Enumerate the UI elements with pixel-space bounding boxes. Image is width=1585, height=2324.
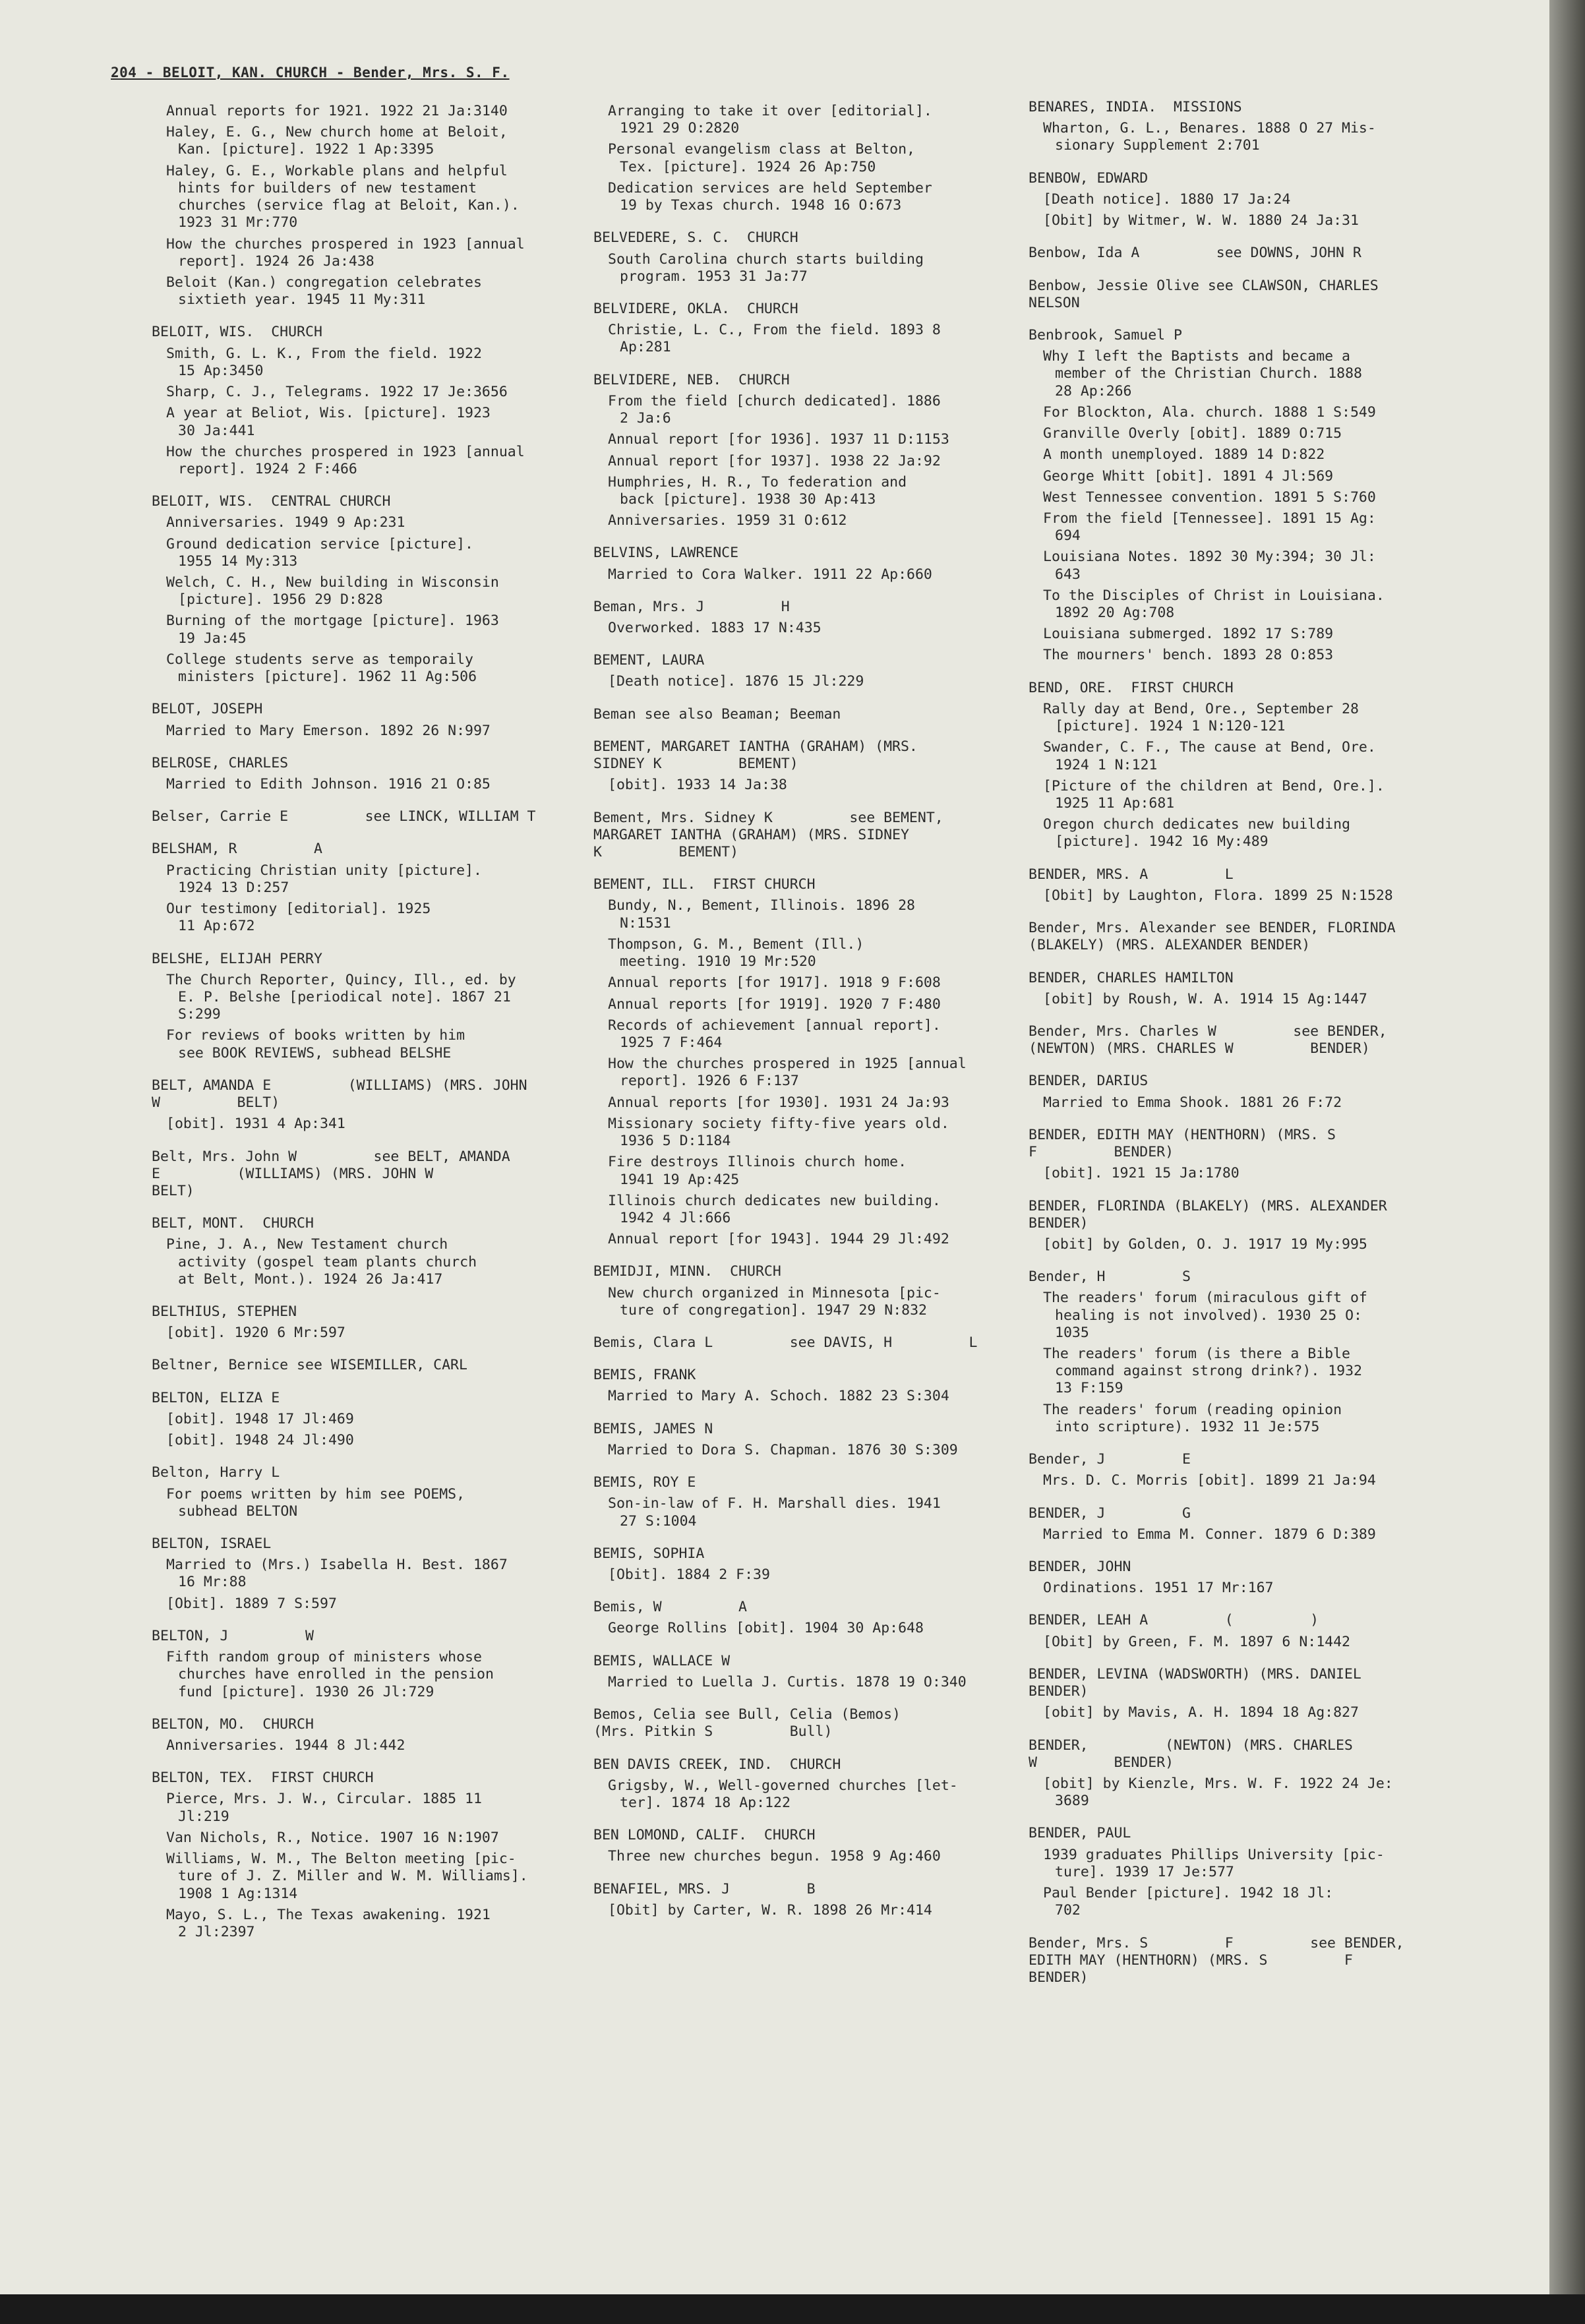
entry-citation: To the Disciples of Christ in Louisiana. 1892 20 Ag:708: [1043, 587, 1385, 622]
entry-citation: How the churches prospered in 1923 [annual report]. 1924 26 Ja:438: [166, 235, 525, 270]
entry-citation: [obit]. 1948 17 Jl:469: [166, 1410, 354, 1427]
entry-citation: The mourners' bench. 1893 28 O:853: [1043, 647, 1334, 664]
entry-citation: [obit]. 1920 6 Mr:597: [166, 1325, 345, 1342]
index-entry: [1029, 278, 1464, 312]
entry-citation: Annual report [for 1936]. 1937 11 D:1153: [608, 431, 949, 448]
entry-citation: For poems written by him see POEMS, subhead BELTON: [166, 1485, 465, 1520]
entry-citation: Smith, G. L. K., From the field. 1922 15 Ap:3450: [166, 345, 482, 379]
entry-citation: New church organized in Minnesota [pic- ture of congregation]. 1947 29 N:832: [608, 1284, 941, 1319]
entry-heading: BELVIDERE, NEB. CHURCH: [593, 371, 790, 388]
entry-heading: Benbrook, Samuel P: [1029, 326, 1182, 343]
entry-citation: Married to Luella J. Curtis. 1878 19 O:340: [608, 1673, 967, 1690]
entry-citation: Grigsby, W., Well-governed churches [let- ter]. 1874 18 Ap:122: [608, 1777, 958, 1811]
entry-citation: Mayo, S. L., The Texas awakening. 1921 2 Jl:2397: [166, 1906, 491, 1940]
entry-heading: BENDER, FLORINDA (BLAKELY) (MRS. ALEXANDER BENDER): [1029, 1197, 1387, 1232]
entry-citation: Dedication services are held September 19 by Texas church. 1948 16 O:673: [608, 179, 932, 214]
entry-citation: [obit]. 1931 4 Ap:341: [166, 1116, 345, 1133]
page-edge-shadow: [1549, 0, 1585, 2324]
entry-citation: Welch, C. H., New building in Wisconsin [picture]. 1956 29 D:828: [166, 574, 499, 609]
entry-citation: The readers' forum (is there a Bible command against strong drink?). 1932 13 F:159: [1043, 1346, 1362, 1397]
index-entry: [1029, 1825, 1464, 1919]
entry-citation: Married to Edith Johnson. 1916 21 O:85: [166, 776, 491, 792]
index-entry: [593, 301, 1029, 357]
entry-heading: BEMENT, LAURA: [593, 652, 705, 669]
entry-citation: Anniversaries. 1959 31 O:612: [608, 512, 847, 529]
entry-citation: Humphries, H. R., To federation and back [picture]. 1938 30 Ap:413: [608, 473, 907, 508]
entry-heading: BELTON, ISRAEL: [152, 1535, 272, 1552]
entry-citation: [Obit] by Witmer, W. W. 1880 24 Ja:31: [1043, 212, 1359, 229]
entry-citation: [obit] by Roush, W. A. 1914 15 Ag:1447: [1043, 990, 1367, 1007]
index-entry: [1029, 1559, 1464, 1597]
entry-heading: BENBOW, EDWARD: [1029, 169, 1149, 187]
entry-heading: BELSHE, ELIJAH PERRY: [152, 950, 322, 967]
entry-heading: BENDER, (NEWTON) (MRS. CHARLES W BENDER): [1029, 1737, 1353, 1771]
entry-heading: BELTON, ELIZA E: [152, 1389, 280, 1406]
entry-citation: Williams, W. M., The Belton meeting [pic- ture of J. Z. Miller and W. M. Williams]. 1908 1 Ag:1314: [166, 1851, 528, 1902]
entry-heading: Bender, J E: [1029, 1451, 1191, 1468]
entry-citation: From the field [Tennessee]. 1891 15 Ag: 694: [1043, 510, 1376, 545]
entry-citation: Annual reports [for 1930]. 1931 24 Ja:93: [608, 1094, 949, 1111]
entry-heading: Bender, Mrs. Alexander see BENDER, FLORINDA (BLAKELY) (MRS. ALEXANDER BENDER): [1029, 920, 1396, 954]
index-entry: [593, 1653, 1029, 1691]
index-entry: [593, 1474, 1029, 1530]
entry-citation: Haley, G. E., Workable plans and helpful hints for builders of new testament churches (service flag at Beloit, Kan.). 1923 31 Mr:770: [166, 162, 520, 231]
entry-citation: College students serve as temporaily ministers [picture]. 1962 11 Ag:506: [166, 651, 477, 686]
entry-citation: [obit] by Golden, O. J. 1917 19 My:995: [1043, 1236, 1367, 1253]
entry-citation: Ground dedication service [picture]. 1955 14 My:313: [166, 535, 473, 570]
entry-citation: Married to (Mrs.) Isabella H. Best. 1867 16 Mr:88: [166, 1557, 508, 1591]
index-entry: [593, 652, 1029, 690]
entry-citation: [obit]. 1948 24 Jl:490: [166, 1432, 354, 1449]
entry-citation: Paul Bender [picture]. 1942 18 Jl: 702: [1043, 1885, 1334, 1919]
entry-citation: How the churches prospered in 1925 [annual report]. 1926 6 F:137: [608, 1056, 967, 1090]
entry-citation: From the field [church dedicated]. 1886 2 Ja:6: [608, 392, 941, 427]
index-entry: [1029, 970, 1464, 1008]
entry-heading: BELTON, MO. CHURCH: [152, 1715, 314, 1733]
entry-heading: BEMENT, MARGARET IANTHA (GRAHAM) (MRS. SIDNEY K BEMENT): [593, 738, 918, 773]
index-entry: [1029, 1737, 1464, 1810]
entry-citation: [obit]. 1921 15 Ja:1780: [1043, 1165, 1240, 1182]
entry-heading: BEMIS, SOPHIA: [593, 1545, 705, 1562]
entry-heading: BELVINS, LAWRENCE: [593, 545, 739, 562]
index-entry: [152, 841, 587, 935]
entry-citation: Annual report [for 1943]. 1944 29 Jl:492: [608, 1231, 949, 1248]
entry-citation: West Tennessee convention. 1891 5 S:760: [1043, 489, 1376, 506]
index-entry: [593, 810, 1029, 862]
entry-citation: Practicing Christian unity [picture]. 1924 13 D:257: [166, 862, 482, 896]
entry-citation: Pierce, Mrs. J. W., Circular. 1885 11 Jl:219: [166, 1791, 482, 1825]
entry-heading: BENDER, JOHN: [1029, 1559, 1131, 1575]
entry-citation: Granville Overly [obit]. 1889 O:715: [1043, 425, 1342, 442]
entry-heading: Belser, Carrie E see LINCK, WILLIAM T: [152, 808, 536, 825]
entry-citation: Married to Cora Walker. 1911 22 Ap:660: [608, 566, 932, 583]
index-entry: [1029, 170, 1464, 230]
entry-heading: BEMIS, WALLACE W: [593, 1652, 731, 1669]
index-entry: [1029, 1127, 1464, 1183]
entry-citation: For Blockton, Ala. church. 1888 1 S:549: [1043, 403, 1376, 421]
index-entry: [152, 1357, 587, 1374]
entry-citation: [Picture of the children at Bend, Ore.]. 1925 11 Ap:681: [1043, 777, 1385, 812]
index-entry: [1029, 1666, 1464, 1722]
index-entry: [593, 229, 1029, 285]
entry-heading: BENDER, LEAH A ( ): [1029, 1612, 1319, 1629]
entry-heading: BENDER, MRS. A L: [1029, 866, 1234, 883]
entry-citation: Overworked. 1883 17 N:435: [608, 620, 822, 637]
index-entry: [152, 1628, 587, 1701]
index-entry: [593, 706, 1029, 723]
entry-heading: BENAFIEL, MRS. J B: [593, 1880, 816, 1897]
entry-citation: Why I left the Baptists and became a member of the Christian Church. 1888 28 Ap:266: [1043, 348, 1362, 400]
entry-citation: [Obit]. 1889 7 S:597: [166, 1595, 337, 1612]
index-entry: [152, 1215, 587, 1288]
entry-citation: For reviews of books written by him see BOOK REVIEWS, subhead BELSHE: [166, 1027, 465, 1061]
entry-citation: Married to Mary A. Schoch. 1882 23 S:304: [608, 1388, 949, 1405]
entry-citation: South Carolina church starts building program. 1953 31 Ja:77: [608, 251, 924, 285]
entry-citation: Thompson, G. M., Bement (Ill.) meeting. 1910 19 Mr:520: [608, 936, 864, 970]
index-entry: [593, 1367, 1029, 1405]
index-entry: [593, 599, 1029, 637]
entry-heading: BEMIS, ROY E: [593, 1474, 696, 1491]
entry-citation: Son-in-law of F. H. Marshall dies. 1941 27 S:1004: [608, 1495, 941, 1530]
index-entry: [1029, 866, 1464, 905]
entry-citation: Married to Mary Emerson. 1892 26 N:997: [166, 722, 491, 739]
index-entry: [152, 951, 587, 1062]
entry-heading: BEMIS, JAMES N: [593, 1420, 713, 1437]
index-entry: [593, 1545, 1029, 1584]
entry-heading: BELTON, TEX. FIRST CHURCH: [152, 1770, 374, 1787]
entry-heading: BEND, ORE. FIRST CHURCH: [1029, 679, 1234, 696]
index-entry: [1029, 1268, 1464, 1436]
index-entry: [152, 1535, 587, 1613]
index-entry: [593, 876, 1029, 1248]
entry-citation: Anniversaries. 1949 9 Ap:231: [166, 514, 405, 531]
index-entry: [593, 1881, 1029, 1919]
index-entry: [1029, 1612, 1464, 1650]
entry-heading: BELT, MONT. CHURCH: [152, 1215, 314, 1232]
entry-citation: Annual report [for 1937]. 1938 22 Ja:92: [608, 452, 941, 469]
entry-citation: [Obit]. 1884 2 F:39: [608, 1566, 770, 1583]
entry-citation: Beloit (Kan.) congregation celebrates sixtieth year. 1945 11 My:311: [166, 274, 482, 309]
index-entry: [152, 1148, 587, 1201]
entry-citation: Records of achievement [annual report]. 1925 7 F:464: [608, 1017, 941, 1051]
entry-heading: BELVEDERE, S. C. CHURCH: [593, 229, 798, 247]
entry-heading: BEN LOMOND, CALIF. CHURCH: [593, 1827, 816, 1844]
entry-heading: Bemos, Celia see Bull, Celia (Bemos) (Mrs. Pitkin S Bull): [593, 1706, 901, 1741]
entry-heading: BEMIDJI, MINN. CHURCH: [593, 1263, 781, 1280]
index-entry: [593, 1263, 1029, 1319]
entry-heading: BELROSE, CHARLES: [152, 754, 289, 771]
entry-citation: Annual reports [for 1917]. 1918 9 F:608: [608, 974, 941, 992]
entry-heading: BENDER, J G: [1029, 1505, 1191, 1522]
entry-citation: Wharton, G. L., Benares. 1888 O 27 Mis- sionary Supplement 2:701: [1043, 120, 1376, 154]
index-entry: [152, 103, 587, 309]
index-entry: [1029, 99, 1464, 155]
entry-heading: BELTHIUS, STEPHEN: [152, 1303, 297, 1321]
index-entry: [152, 1077, 587, 1133]
entry-citation: Ordinations. 1951 17 Mr:167: [1043, 1580, 1274, 1597]
entry-heading: BELT, AMANDA E (WILLIAMS) (MRS. JOHN W BELT): [152, 1077, 527, 1112]
index-entry: [1029, 1023, 1464, 1058]
index-entry: [593, 738, 1029, 794]
entry-citation: Fifth random group of ministers whose churches have enrolled in the pension fund [picture]. 1930 26 Jl:729: [166, 1649, 494, 1700]
index-entry: [152, 701, 587, 739]
entry-heading: BELOT, JOSEPH: [152, 701, 263, 718]
entry-citation: Arranging to take it over [editorial]. 1921 29 O:2820: [608, 103, 932, 137]
entry-heading: Beman, Mrs. J H: [593, 598, 790, 615]
entry-citation: Swander, C. F., The cause at Bend, Ore. 1924 1 N:121: [1043, 739, 1376, 773]
entry-heading: Bemis, Clara L see DAVIS, H L: [593, 1334, 978, 1352]
index-entry: [152, 1464, 587, 1520]
index-entry: [593, 1827, 1029, 1865]
entry-heading: BELTON, J W: [152, 1627, 314, 1644]
entry-citation: Louisiana Notes. 1892 30 My:394; 30 Jl: 643: [1043, 549, 1376, 583]
index-entry: [1029, 920, 1464, 954]
entry-citation: How the churches prospered in 1923 [annual report]. 1924 2 F:466: [166, 443, 525, 477]
entry-heading: Benbow, Ida A see DOWNS, JOHN R: [1029, 245, 1361, 262]
entry-citation: [Obit] by Green, F. M. 1897 6 N:1442: [1043, 1633, 1350, 1650]
entry-citation: Personal evangelism class at Belton, Tex. [picture]. 1924 26 Ap:750: [608, 141, 915, 175]
entry-heading: BENDER, CHARLES HAMILTON: [1029, 969, 1234, 986]
entry-heading: Beltner, Bernice see WISEMILLER, CARL: [152, 1357, 467, 1374]
entry-citation: Missionary society fifty-five years old. 1936 5 D:1184: [608, 1115, 949, 1150]
entry-heading: Belton, Harry L: [152, 1464, 280, 1481]
entry-citation: Christie, L. C., From the field. 1893 8 Ap:281: [608, 322, 941, 356]
entry-citation: [Obit] by Laughton, Flora. 1899 25 N:1528: [1043, 887, 1393, 904]
entry-citation: [Death notice]. 1876 15 Jl:229: [608, 673, 864, 690]
entry-citation: [obit] by Kienzle, Mrs. W. F. 1922 24 Je: 3689: [1043, 1775, 1393, 1810]
entry-heading: Beman see also Beaman; Beeman: [593, 705, 841, 723]
column-1: [152, 99, 587, 1956]
entry-heading: BEMIS, FRANK: [593, 1367, 696, 1384]
index-entry: [593, 545, 1029, 583]
entry-citation: Haley, E. G., New church home at Beloit, Kan. [picture]. 1922 1 Ap:3395: [166, 124, 508, 158]
entry-citation: Oregon church dedicates new building [picture]. 1942 16 My:489: [1043, 816, 1350, 850]
entry-citation: Rally day at Bend, Ore., September 28 [picture]. 1924 1 N:120-121: [1043, 700, 1359, 735]
index-entry: [593, 372, 1029, 530]
index-entry: [1029, 1198, 1464, 1254]
entry-heading: BELSHAM, R A: [152, 841, 322, 858]
index-entry: [593, 1706, 1029, 1741]
index-entry: [152, 1303, 587, 1342]
entry-heading: Benbow, Jessie Olive see CLAWSON, CHARLES NELSON: [1029, 277, 1379, 311]
entry-heading: Bemis, W A: [593, 1599, 747, 1616]
column-3: [1029, 99, 1464, 2002]
entry-citation: Three new churches begun. 1958 9 Ag:460: [608, 1848, 941, 1865]
index-entry: [152, 755, 587, 793]
entry-heading: Bender, H S: [1029, 1268, 1191, 1286]
index-entry: [593, 1421, 1029, 1459]
index-entry: [593, 103, 1029, 214]
index-entry: [152, 1716, 587, 1754]
entry-citation: [obit]. 1933 14 Ja:38: [608, 777, 787, 794]
index-entry: [1029, 1505, 1464, 1543]
entry-heading: BENDER, DARIUS: [1029, 1073, 1149, 1090]
entry-heading: BENDER, PAUL: [1029, 1825, 1131, 1842]
entry-citation: [Death notice]. 1880 17 Ja:24: [1043, 191, 1291, 208]
entry-citation: Our testimony [editorial]. 1925 11 Ap:672: [166, 901, 431, 935]
entry-citation: Van Nichols, R., Notice. 1907 16 N:1907: [166, 1829, 499, 1846]
index-entry: [1029, 1935, 1464, 1987]
entry-citation: Anniversaries. 1944 8 Jl:442: [166, 1737, 405, 1754]
entry-citation: George Whitt [obit]. 1891 4 Jl:569: [1043, 467, 1334, 485]
entry-heading: BELOIT, WIS. CENTRAL CHURCH: [152, 493, 391, 510]
entry-citation: The readers' forum (miraculous gift of healing is not involved). 1930 25 O: 1035: [1043, 1290, 1367, 1341]
entry-citation: A month unemployed. 1889 14 D:822: [1043, 446, 1325, 463]
entry-citation: Louisiana submerged. 1892 17 S:789: [1043, 626, 1334, 643]
entry-heading: BELVIDERE, OKLA. CHURCH: [593, 300, 798, 317]
entry-citation: 1939 graduates Phillips University [pic- ture]. 1939 17 Je:577: [1043, 1846, 1385, 1880]
index-entry: [1029, 1073, 1464, 1111]
index-entry: [152, 1390, 587, 1450]
entry-citation: Mrs. D. C. Morris [obit]. 1899 21 Ja:94: [1043, 1472, 1376, 1489]
entry-citation: A year at Beliot, Wis. [picture]. 1923 30 Ja:441: [166, 405, 491, 439]
index-entry: [593, 1599, 1029, 1637]
entry-heading: BENDER, LEVINA (WADSWORTH) (MRS. DANIEL BENDER): [1029, 1665, 1361, 1700]
entry-citation: [obit] by Mavis, A. H. 1894 18 Ag:827: [1043, 1704, 1359, 1721]
scan-bottom-border: [0, 2294, 1585, 2324]
entry-heading: Bender, Mrs. Charles W see BENDER, (NEWTON) (MRS. CHARLES W BENDER): [1029, 1023, 1387, 1058]
entry-heading: BELOIT, WIS. CHURCH: [152, 324, 322, 341]
entry-citation: Married to Emma Shook. 1881 26 F:72: [1043, 1094, 1342, 1111]
entry-citation: Married to Dora S. Chapman. 1876 30 S:309: [608, 1441, 958, 1458]
index-entry: [1029, 327, 1464, 665]
index-entry: [152, 808, 587, 825]
index-entry: [593, 1756, 1029, 1812]
entry-heading: Belt, Mrs. John W see BELT, AMANDA E (WILLIAMS) (MRS. JOHN W BELT): [152, 1148, 510, 1199]
entry-citation: [Obit] by Carter, W. R. 1898 26 Mr:414: [608, 1901, 932, 1919]
entry-citation: Annual reports for 1921. 1922 21 Ja:3140: [166, 103, 508, 119]
entry-citation: Married to Emma M. Conner. 1879 6 D:389: [1043, 1526, 1376, 1543]
page-header: 204 - BELOIT, KAN. CHURCH - Bender, Mrs. S. F.: [111, 65, 510, 80]
entry-heading: BENARES, INDIA. MISSIONS: [1029, 99, 1242, 115]
entry-citation: The Church Reporter, Quincy, Ill., ed. by E. P. Belshe [periodical note]. 1867 21 S:299: [166, 971, 516, 1023]
entry-citation: Fire destroys Illinois church home. 1941 19 Ap:425: [608, 1154, 907, 1188]
entry-heading: Bement, Mrs. Sidney K see BEMENT, MARGARET IANTHA (GRAHAM) (MRS. SIDNEY K BEMENT): [593, 809, 943, 860]
entry-citation: Illinois church dedicates new building. 1942 4 Jl:666: [608, 1192, 941, 1226]
entry-heading: Bender, Mrs. S F see BENDER, EDITH MAY (HENTHORN) (MRS. S F BENDER): [1029, 1934, 1404, 1986]
entry-citation: Pine, J. A., New Testament church activity (gospel team plants church at Belt, Mont.). 1924 26 Ja:417: [166, 1236, 477, 1288]
entry-citation: George Rollins [obit]. 1904 30 Ap:648: [608, 1620, 924, 1637]
index-entry: [152, 493, 587, 686]
index-entry: [152, 324, 587, 478]
index-entry: [593, 1334, 1029, 1352]
entry-citation: Sharp, C. J., Telegrams. 1922 17 Je:3656: [166, 384, 508, 401]
entry-heading: BEN DAVIS CREEK, IND. CHURCH: [593, 1756, 841, 1773]
index-entry: [1029, 680, 1464, 851]
entry-citation: Annual reports [for 1919]. 1920 7 F:480: [608, 996, 941, 1013]
entry-citation: Bundy, N., Bement, Illinois. 1896 28 N:1531: [608, 897, 915, 932]
entry-citation: Burning of the mortgage [picture]. 1963 19 Ja:45: [166, 612, 499, 647]
entry-heading: BEMENT, ILL. FIRST CHURCH: [593, 876, 816, 893]
index-entry: [152, 1770, 587, 1941]
entry-heading: BENDER, EDITH MAY (HENTHORN) (MRS. S F BENDER): [1029, 1126, 1336, 1161]
index-entry: [1029, 245, 1464, 262]
entry-citation: The readers' forum (reading opinion into scripture). 1932 11 Je:575: [1043, 1401, 1342, 1435]
index-entry: [1029, 1451, 1464, 1489]
column-2: [593, 99, 1029, 1934]
